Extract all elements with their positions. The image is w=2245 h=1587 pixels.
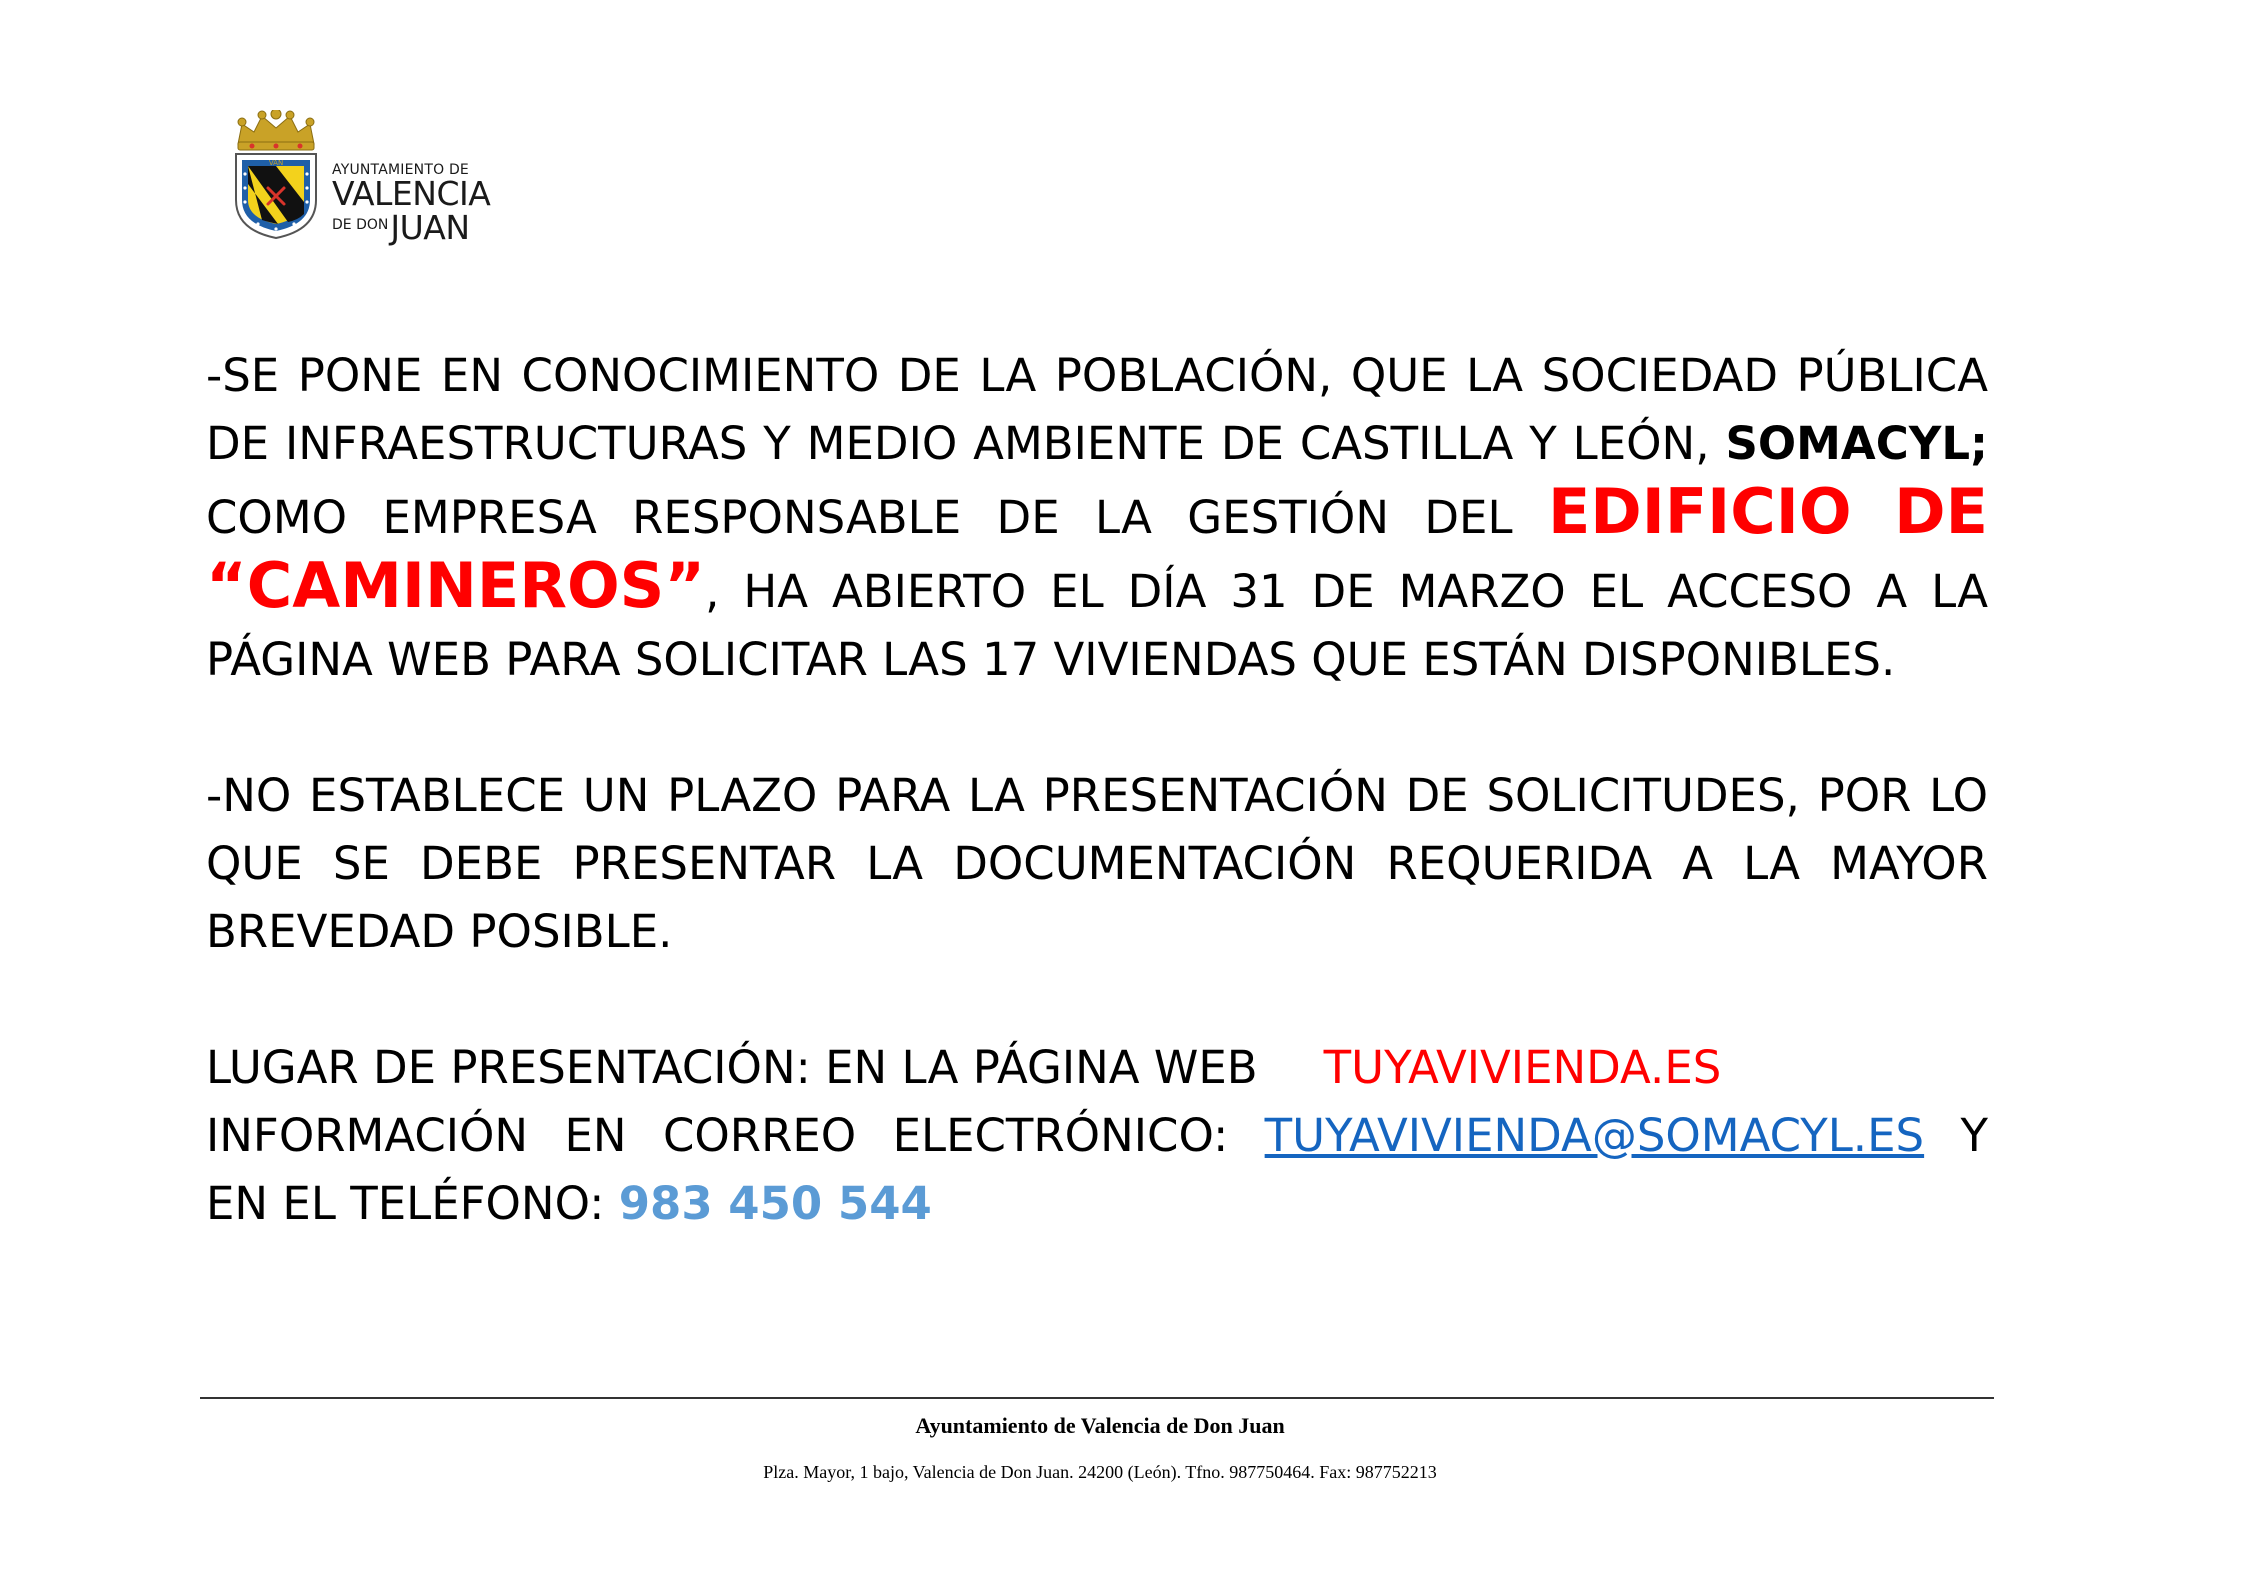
edificio-camineros: EDIFICIO DE “CAMINEROS” <box>206 475 1989 622</box>
footer-divider <box>200 1397 1994 1399</box>
announcement-text-3: , HA ABIERTO EL DÍA 31 DE MARZO EL ACCESO A LA PÁGINA WEB PARA SOLICITAR LAS 17 VIVIENDAS QUE ESTÁN DISPONIBLES. <box>206 565 1988 686</box>
logo-line-1: AYUNTAMIENTO DE <box>332 162 469 178</box>
logo-line-3-big: JUAN <box>390 208 470 247</box>
announcement-text-2: COMO EMPRESA RESPONSABLE DE LA GESTIÓN DEL <box>206 491 1548 544</box>
logo-divider <box>228 110 528 240</box>
lugar-line <box>206 1034 1988 1102</box>
announcement-text-1: -SE PONE EN CONOCIMIENTO DE LA POBLACIÓN, QUE LA SOCIEDAD PÚBLICA DE INFRAESTRUCTURAS Y MEDIO AMBIENTE DE CASTILLA Y LEÓN, <box>206 349 1988 470</box>
paragraph-deadline: -NO ESTABLECE UN PLAZO PARA LA PRESENTACIÓN DE SOLICITUDES, POR LO QUE SE DEBE PRESENTAR LA DOCUMENTACIÓN REQUERIDA A LA MAYOR BREVEDAD POSIBLE. <box>206 769 1988 958</box>
logo-line-2: VALENCIA <box>332 174 491 213</box>
lugar-label: LUGAR DE PRESENTACIÓN: EN LA PÁGINA WEB <box>206 1041 1258 1094</box>
email-line <box>206 1102 1988 1170</box>
phone-label: EN EL TELÉFONO: <box>206 1177 619 1230</box>
email-link[interactable]: TUYAVIVIENDA@SOMACYL.ES <box>1264 1109 1925 1162</box>
somacyl-name: SOMACYL; <box>1725 417 1988 470</box>
phone-number[interactable]: 983 450 544 <box>618 1177 932 1230</box>
paragraph-contact <box>206 1034 1988 1238</box>
svg-text:VAN: VAN <box>268 159 284 167</box>
phone-line <box>206 1170 1988 1238</box>
web-link[interactable]: TUYAVIVIENDA.ES <box>1323 1041 1722 1094</box>
info-label: INFORMACIÓN EN CORREO ELECTRÓNICO: <box>206 1109 1229 1162</box>
notice-body <box>206 342 1988 1238</box>
footer-address: Plza. Mayor, 1 bajo, Valencia de Don Juan. 24200 (León). Tfno. 987750464. Fax: 987752213 <box>763 1462 1437 1482</box>
paragraph-announcement <box>206 342 1988 694</box>
logo-line-3-small: DE DON <box>332 217 389 233</box>
y-connector: Y <box>1960 1109 1988 1162</box>
footer-title: Ayuntamiento de Valencia de Don Juan <box>915 1413 1285 1438</box>
